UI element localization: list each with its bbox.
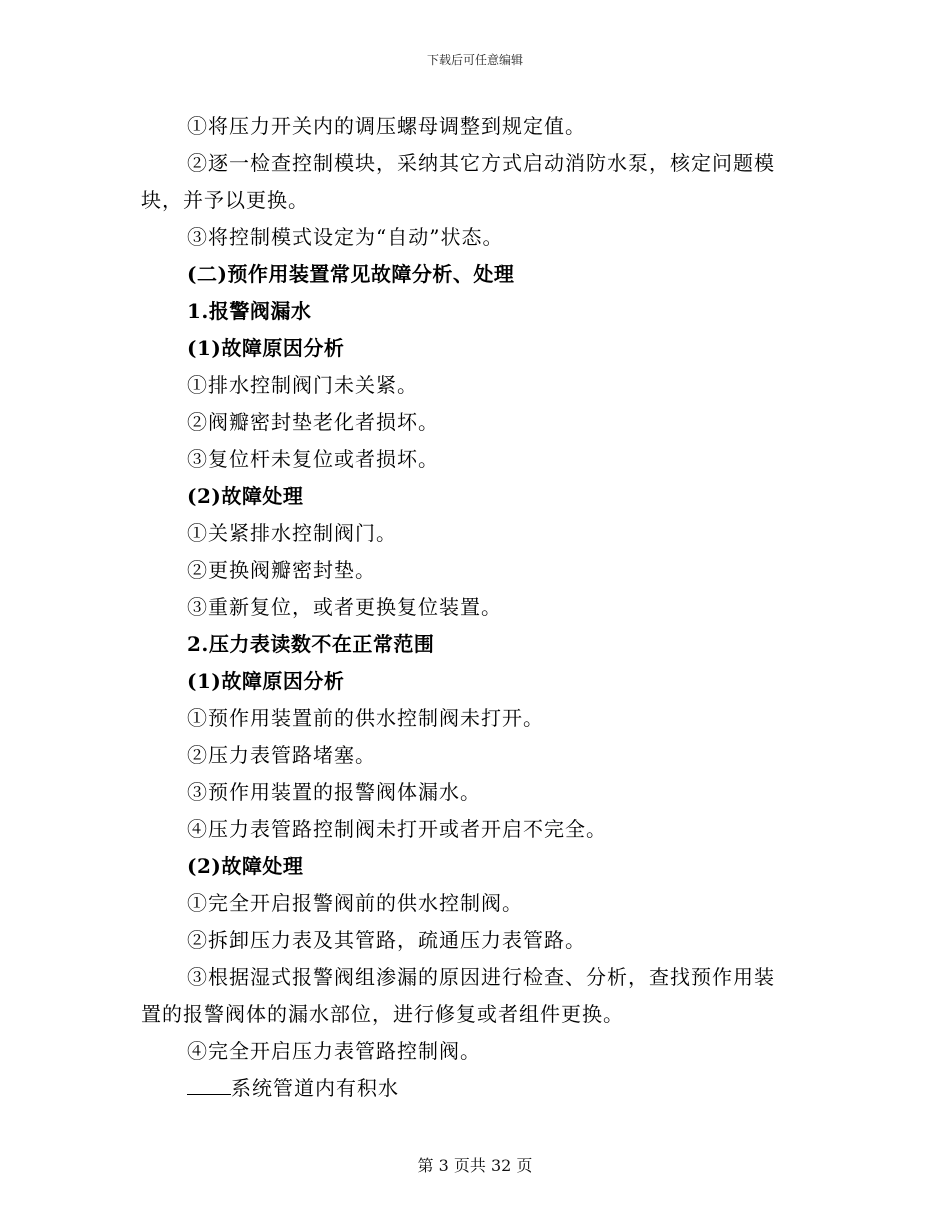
list-item: ②压力表管路堵塞。 <box>187 743 376 767</box>
page-footer: 第 3 页共 32 页 <box>417 1156 533 1175</box>
section-heading: (二)预作用装置常见故障分析、处理 <box>187 262 515 286</box>
list-item: ②更换阀瓣密封垫。 <box>187 558 376 582</box>
subsection-heading: (2)故障处理 <box>187 484 304 508</box>
fill-blank <box>187 1074 231 1095</box>
list-item: ④完全开启压力表管路控制阀。 <box>187 1039 481 1063</box>
blank-line-item <box>187 1074 399 1102</box>
paragraph-continuation: 块，并予以更换。 <box>141 188 309 212</box>
list-item: ①排水控制阀门未关紧。 <box>187 373 418 397</box>
subsection-heading: 2.压力表读数不在正常范围 <box>187 632 435 656</box>
list-item: ③重新复位，或者更换复位装置。 <box>187 595 502 619</box>
list-item: ③复位杆未复位或者损坏。 <box>187 447 439 471</box>
subsection-heading: (2)故障处理 <box>187 854 304 878</box>
list-item: ②拆卸压力表及其管路，疏通压力表管路。 <box>187 928 586 952</box>
paragraph-continuation: 置的报警阀体的漏水部位，进行修复或者组件更换。 <box>141 1002 624 1026</box>
paragraph: ③将控制模式设定为“自动”状态。 <box>187 225 504 249</box>
paragraph: ②逐一检查控制模块，采纳其它方式启动消防水泵，核定问题模 <box>187 151 775 175</box>
subsection-heading: 1.报警阀漏水 <box>187 299 312 323</box>
list-item: ②阀瓣密封垫老化者损坏。 <box>187 410 439 434</box>
paragraph: ①将压力开关内的调压螺母调整到规定值。 <box>187 114 586 138</box>
list-item: ①关紧排水控制阀门。 <box>187 521 397 545</box>
list-item: ①预作用装置前的供水控制阀未打开。 <box>187 706 544 730</box>
subsection-heading: (1)故障原因分析 <box>187 669 345 693</box>
subsection-heading: (1)故障原因分析 <box>187 336 345 360</box>
list-item: ④压力表管路控制阀未打开或者开启不完全。 <box>187 817 607 841</box>
page-header: 下载后可任意编辑 <box>426 53 523 67</box>
list-item: ①完全开启报警阀前的供水控制阀。 <box>187 891 523 915</box>
blank-line-text: 系统管道内有积水 <box>231 1076 399 1100</box>
list-item: ③预作用装置的报警阀体漏水。 <box>187 780 481 804</box>
list-item: ③根据湿式报警阀组渗漏的原因进行检查、分析，查找预作用装 <box>187 965 775 989</box>
